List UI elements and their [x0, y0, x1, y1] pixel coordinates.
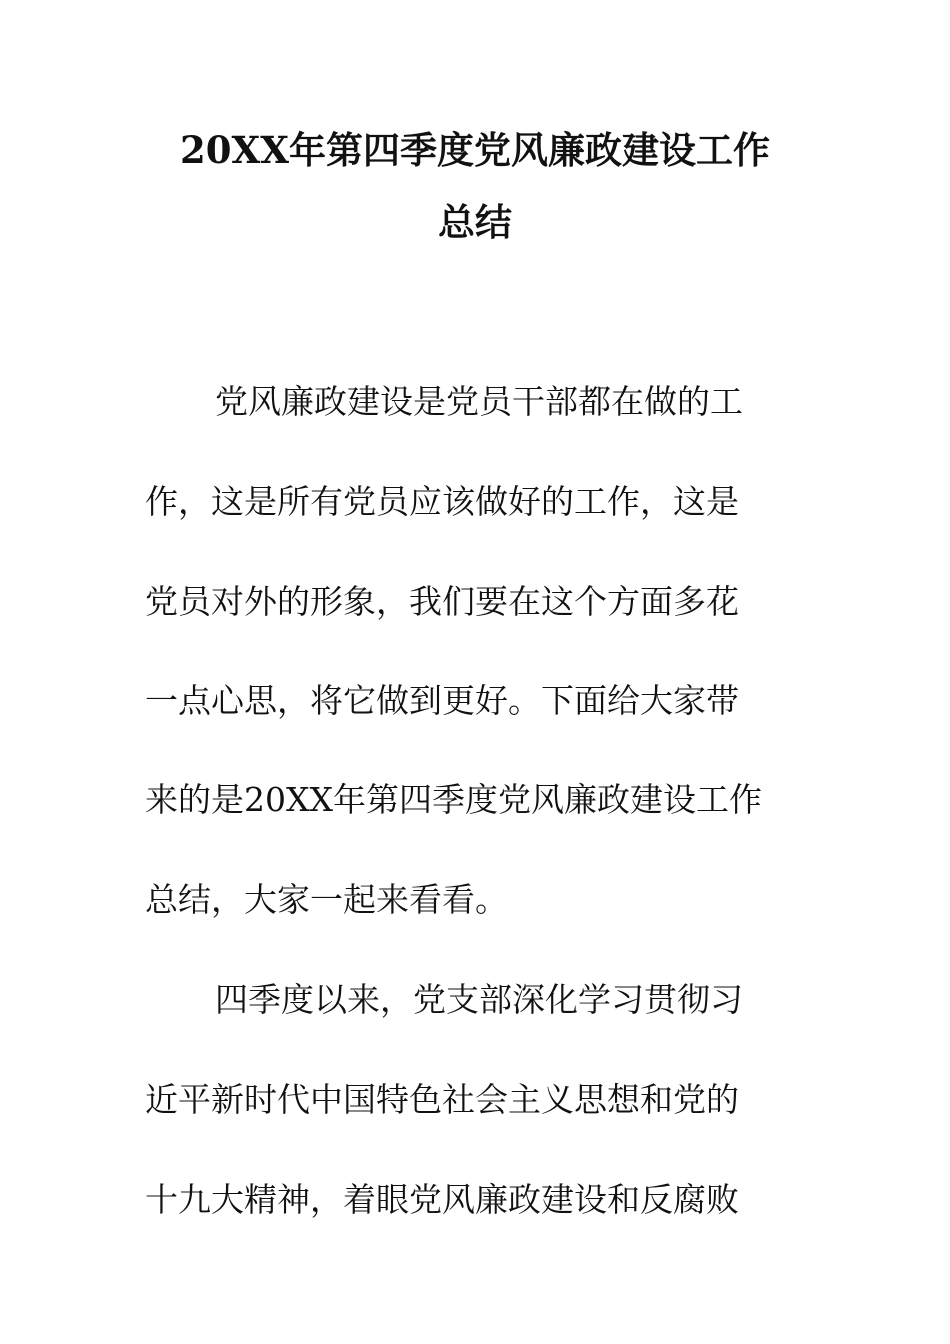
document-title-line-1: 20XX年第四季度党风廉政建设工作 [180, 128, 770, 172]
paragraph-2-line-3: 十九大精神，着眼党风廉政建设和反腐败 [145, 1180, 739, 1219]
paragraph-1-line-6: 总结，大家一起来看看。 [145, 880, 508, 919]
paragraph-1-line-3: 党员对外的形象，我们要在这个方面多花 [145, 582, 739, 621]
paragraph-1-line-4: 一点心思，将它做到更好。下面给大家带 [145, 681, 739, 720]
paragraph-2-line-1: 四季度以来，党支部深化学习贯彻习 [215, 980, 743, 1019]
paragraph-2-line-2: 近平新时代中国特色社会主义思想和党的 [145, 1080, 739, 1119]
document-title-line-2: 总结 [438, 200, 512, 244]
paragraph-1-line-5: 来的是20XX年第四季度党风廉政建设工作 [145, 780, 762, 819]
paragraph-1-line-1: 党风廉政建设是党员干部都在做的工 [215, 382, 743, 421]
paragraph-1-line-2: 作，这是所有党员应该做好的工作，这是 [145, 482, 739, 521]
